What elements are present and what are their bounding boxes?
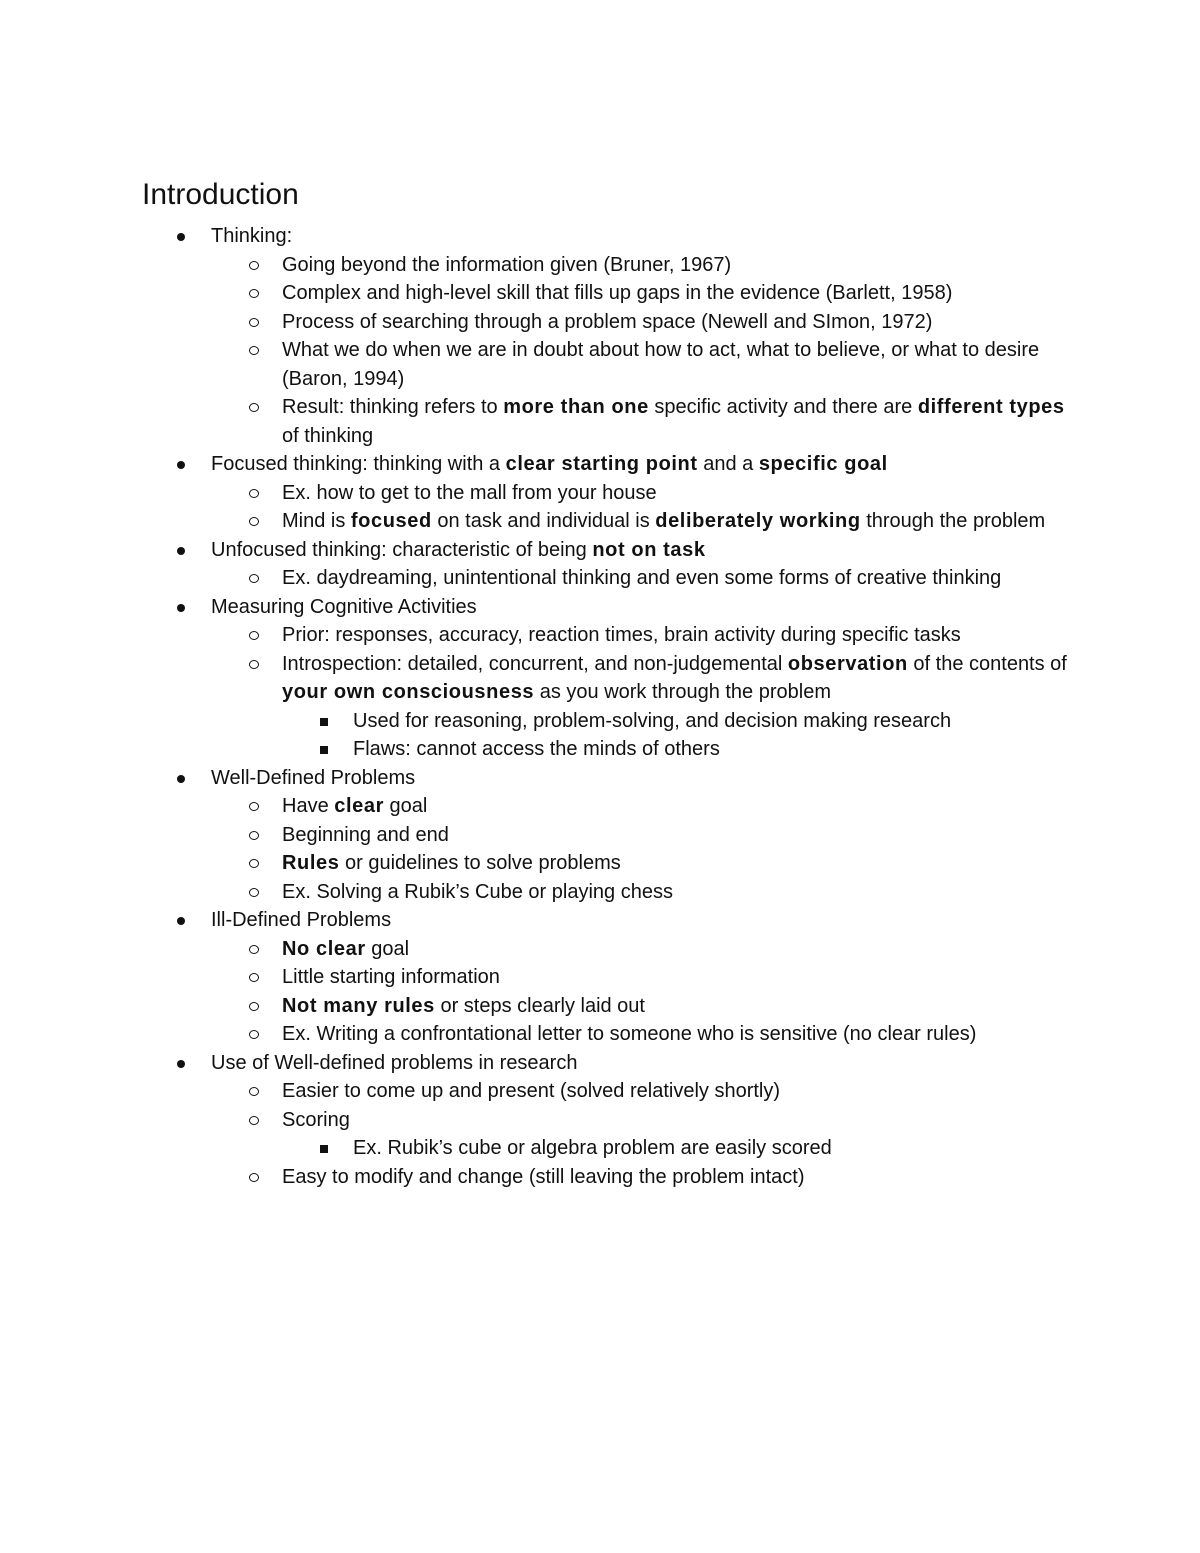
list-item bbox=[0, 279, 1072, 308]
list-item bbox=[0, 963, 1072, 992]
list-item-text bbox=[282, 339, 1039, 390]
notes-outline bbox=[0, 222, 1200, 1191]
bullet-circle-icon bbox=[249, 403, 259, 412]
bullet-circle-icon bbox=[249, 631, 259, 640]
text-run: Used for reasoning, problem-solving, and decision making research bbox=[353, 709, 952, 732]
list-item-text bbox=[282, 1023, 976, 1045]
text-run: What we do when we are in doubt about how to act, what to believe, or what to desire (Baron, 1994) bbox=[282, 339, 1040, 390]
bullet-circle-icon bbox=[249, 346, 259, 355]
text-run: Easy to modify and change (still leaving the problem intact) bbox=[282, 1165, 805, 1188]
list-item-text bbox=[211, 225, 292, 247]
list-item-text bbox=[282, 995, 645, 1017]
list-item bbox=[0, 707, 1073, 736]
list-item-text bbox=[353, 738, 720, 760]
bullet-circle-icon bbox=[249, 1030, 259, 1039]
list-item-text bbox=[282, 1166, 805, 1188]
text-run: Mind is bbox=[282, 510, 351, 532]
bullet-circle-icon bbox=[249, 859, 259, 868]
list-item-text bbox=[211, 909, 391, 931]
list-item bbox=[0, 222, 1071, 450]
sub-list bbox=[211, 935, 1071, 1049]
bold-text: Not many rules bbox=[282, 994, 435, 1017]
list-item-text bbox=[282, 254, 731, 276]
bullet-circle-icon bbox=[249, 1116, 259, 1125]
bold-text: Rules bbox=[282, 852, 340, 874]
list-item bbox=[0, 1134, 1073, 1163]
bold-text: not on task bbox=[592, 538, 706, 561]
sub-list bbox=[211, 479, 1071, 536]
list-item-text bbox=[282, 482, 657, 504]
text-run: or guidelines to solve problems bbox=[339, 852, 621, 874]
text-run: Scoring bbox=[282, 1108, 350, 1131]
text-run: or steps clearly laid out bbox=[434, 994, 645, 1017]
text-run: Ex. how to get to the mall from your house bbox=[282, 481, 657, 504]
bold-text: clear bbox=[334, 795, 384, 817]
list-item-text bbox=[282, 881, 673, 903]
list-item-text bbox=[282, 282, 952, 304]
sub-list bbox=[282, 707, 1072, 764]
bullet-disc-icon bbox=[177, 1060, 185, 1068]
list-item-text bbox=[211, 767, 415, 789]
bold-text: deliberately working bbox=[655, 510, 861, 532]
text-run: of the contents of bbox=[907, 652, 1067, 675]
list-item bbox=[0, 564, 1072, 593]
bullet-circle-icon bbox=[249, 1087, 259, 1096]
list-item-text bbox=[353, 710, 951, 732]
list-item-text bbox=[282, 966, 500, 988]
bullet-square-icon bbox=[320, 746, 328, 754]
bold-text: your own consciousness bbox=[282, 681, 535, 703]
list-item bbox=[0, 621, 1072, 650]
list-item bbox=[0, 906, 1071, 1049]
bullet-circle-icon bbox=[249, 574, 259, 583]
text-run: Little starting information bbox=[282, 966, 500, 988]
list-item bbox=[0, 450, 1071, 536]
list-item-text bbox=[282, 938, 409, 960]
list-item bbox=[0, 792, 1072, 821]
text-run: goal bbox=[383, 795, 428, 817]
list-item bbox=[0, 735, 1073, 764]
list-item bbox=[0, 1077, 1072, 1106]
list-item-text bbox=[282, 795, 427, 817]
bullet-circle-icon bbox=[249, 831, 259, 840]
list-item-text bbox=[282, 1080, 780, 1102]
bullet-square-icon bbox=[320, 718, 328, 726]
list-item bbox=[0, 878, 1072, 907]
text-run: goal bbox=[365, 937, 410, 960]
bullet-square-icon bbox=[320, 1145, 328, 1153]
list-item bbox=[0, 764, 1071, 907]
text-run: as you work through the problem bbox=[534, 681, 831, 703]
bold-text: clear starting point bbox=[505, 453, 698, 475]
bullet-circle-icon bbox=[249, 973, 259, 982]
list-item-text bbox=[282, 653, 1067, 704]
sub-list bbox=[211, 792, 1071, 906]
bold-text: focused bbox=[350, 510, 432, 532]
sub-list bbox=[211, 564, 1071, 593]
list-item-text bbox=[282, 311, 932, 333]
text-run: Introspection: detailed, concurrent, and non-judgemental bbox=[282, 652, 788, 675]
text-run: specific activity and there are bbox=[648, 396, 918, 418]
bold-text: more than one bbox=[503, 396, 649, 418]
list-item bbox=[0, 593, 1071, 764]
list-item bbox=[0, 1049, 1071, 1192]
bullet-list bbox=[0, 222, 1200, 1191]
list-item-text bbox=[353, 1137, 832, 1159]
text-run: Process of searching through a problem space (Newell and SImon, 1972) bbox=[282, 310, 933, 333]
text-run: Have bbox=[282, 795, 335, 817]
bullet-disc-icon bbox=[177, 917, 185, 925]
list-item bbox=[0, 507, 1072, 536]
text-run: Easier to come up and present (solved relatively shortly) bbox=[282, 1080, 781, 1102]
text-run: Prior: responses, accuracy, reaction times, brain activity during specific tasks bbox=[282, 624, 961, 646]
list-item bbox=[0, 935, 1072, 964]
sub-list bbox=[282, 1134, 1072, 1163]
bold-text: observation bbox=[787, 652, 908, 675]
text-run: Ex. Writing a confrontational letter to someone who is sensitive (no clear rules) bbox=[282, 1023, 977, 1045]
text-run: Well-Defined Problems bbox=[211, 766, 416, 789]
text-run: Unfocused thinking: characteristic of being bbox=[211, 538, 593, 561]
text-run: Ex. Rubik’s cube or algebra problem are easily scored bbox=[353, 1137, 832, 1159]
list-item bbox=[0, 251, 1072, 280]
text-run: Focused thinking: thinking with a bbox=[211, 453, 506, 475]
list-item-text bbox=[211, 596, 477, 618]
text-run: of thinking bbox=[282, 424, 374, 447]
bold-text: No clear bbox=[282, 937, 366, 960]
bullet-circle-icon bbox=[249, 1173, 259, 1182]
text-run: and a bbox=[697, 453, 759, 475]
bullet-circle-icon bbox=[249, 261, 259, 270]
list-item bbox=[0, 536, 1071, 593]
text-run: through the problem bbox=[860, 510, 1046, 532]
list-item bbox=[0, 336, 1072, 393]
sub-list bbox=[211, 1077, 1071, 1191]
bullet-circle-icon bbox=[249, 1002, 259, 1011]
bold-text: different types bbox=[917, 396, 1065, 418]
text-run: Complex and high-level skill that fills up gaps in the evidence (Barlett, 1958) bbox=[282, 282, 953, 304]
list-item bbox=[0, 1106, 1072, 1163]
bold-text: specific goal bbox=[758, 453, 888, 475]
list-item-text bbox=[282, 852, 621, 874]
bullet-circle-icon bbox=[249, 318, 259, 327]
bullet-circle-icon bbox=[249, 945, 259, 954]
list-item-text bbox=[282, 624, 961, 646]
bullet-circle-icon bbox=[249, 489, 259, 498]
list-item bbox=[0, 821, 1072, 850]
bullet-disc-icon bbox=[177, 604, 185, 612]
list-item-text bbox=[211, 1052, 577, 1074]
text-run: Measuring Cognitive Activities bbox=[211, 595, 477, 618]
text-run: Ex. Solving a Rubik’s Cube or playing chess bbox=[282, 880, 673, 903]
text-run: Beginning and end bbox=[282, 823, 449, 846]
text-run: Result: thinking refers to bbox=[282, 396, 504, 418]
text-run: Use of Well-defined problems in research bbox=[211, 1051, 578, 1074]
bullet-disc-icon bbox=[177, 775, 185, 783]
list-item-text bbox=[282, 567, 1001, 589]
bullet-circle-icon bbox=[249, 289, 259, 298]
list-item bbox=[0, 393, 1072, 450]
page-title: Introduction bbox=[142, 178, 299, 211]
text-run: Going beyond the information given (Bruner, 1967) bbox=[282, 253, 732, 276]
bullet-circle-icon bbox=[249, 660, 259, 669]
list-item-text bbox=[282, 396, 1065, 447]
list-item-text bbox=[211, 453, 888, 475]
sub-list bbox=[211, 251, 1071, 451]
list-item bbox=[0, 849, 1072, 878]
list-item bbox=[0, 479, 1072, 508]
bullet-disc-icon bbox=[177, 461, 185, 469]
list-item bbox=[0, 992, 1072, 1021]
text-run: Flaws: cannot access the minds of others bbox=[353, 738, 720, 760]
bullet-circle-icon bbox=[249, 517, 259, 526]
bullet-disc-icon bbox=[177, 233, 185, 241]
text-run: Ill-Defined Problems bbox=[211, 909, 392, 931]
list-item bbox=[0, 308, 1072, 337]
list-item bbox=[0, 1020, 1072, 1049]
sub-list bbox=[211, 621, 1071, 764]
list-item-text bbox=[282, 510, 1045, 532]
text-run: Ex. daydreaming, unintentional thinking and even some forms of creative thinking bbox=[282, 567, 1002, 589]
list-item bbox=[0, 650, 1072, 764]
text-run: on task and individual is bbox=[431, 510, 656, 532]
list-item-text bbox=[211, 539, 706, 561]
text-run: Thinking: bbox=[211, 225, 293, 247]
bullet-circle-icon bbox=[249, 802, 259, 811]
list-item-text bbox=[282, 1109, 350, 1131]
bullet-disc-icon bbox=[177, 547, 185, 555]
bullet-circle-icon bbox=[249, 888, 259, 897]
list-item-text bbox=[282, 824, 449, 846]
list-item bbox=[0, 1163, 1072, 1192]
